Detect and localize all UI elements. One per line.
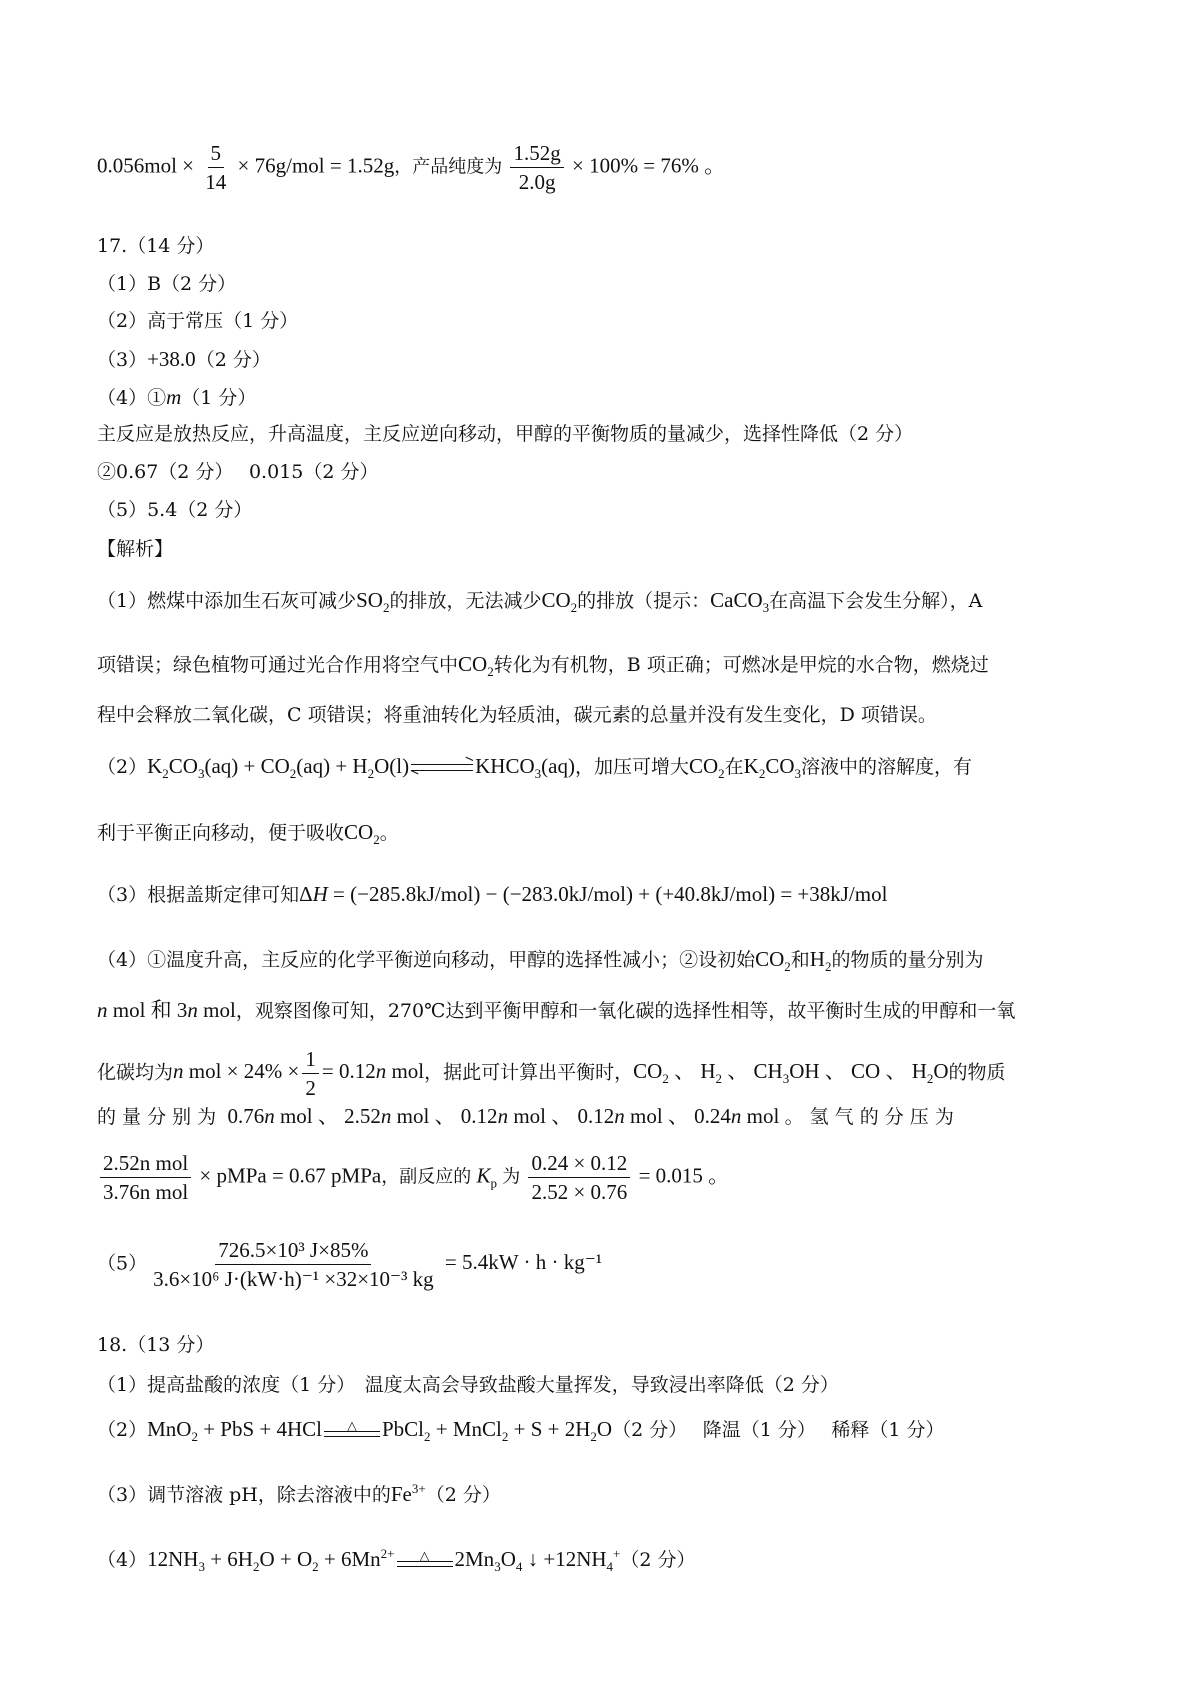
score: （1 分）	[181, 387, 257, 409]
frac-num: 0.24 × 0.12	[528, 1150, 630, 1178]
q17-answer-4-reason: 主反应是放热反应，升高温度，主反应逆向移动，甲醇的平衡物质的量减少，选择性降低（2 分）	[97, 423, 914, 445]
analysis-4-line-5: $\frac{\text{2.52n mol}}{\text{3.76n mol}}$ × pMPa = 0.67 pMPa，副反应的 $K_p$ 为 $\frac{0.24 \times 0.12}{2.52 \times 0.76}$ = 0.015 。	[97, 1150, 1110, 1205]
text: 溶液中的溶解度，有	[801, 756, 973, 778]
text: （4）①温度升高，主反应的化学平衡逆向移动，甲醇的选择性减小；②设初始	[97, 949, 756, 971]
energy-calc	[147, 1238, 603, 1291]
score: （2 分）	[195, 349, 271, 371]
heat-equals-icon: △	[397, 1550, 453, 1572]
amount-calc: n mol × 24% × $\frac{1}{2}$ = 0.12n mol	[173, 1047, 425, 1100]
analysis-5	[97, 1237, 1110, 1292]
formula-co2: $CO_2$	[344, 820, 380, 848]
label: （5）	[97, 1252, 148, 1275]
analysis-4-line-4	[97, 1102, 1110, 1131]
text: （3）根据盖斯定律可知	[97, 884, 300, 906]
label: （3）	[97, 349, 148, 371]
fraction-h2-ratio	[100, 1150, 191, 1205]
label: （4）①	[97, 387, 167, 409]
reaction-equation-4: $12NH_3 + 6H_2O + O_2 + 6Mn^{2+}$ △ $2Mn_3O_4$ ↓ $+12NH_4^+$	[147, 1546, 621, 1575]
q17-answer-4-2: ②0.67（2 分） 0.015（2 分）	[97, 461, 379, 483]
text: 。	[379, 822, 399, 844]
species-list: $CO_2$ 、 $H_2$ 、 $CH_3OH$ 、 CO 、 $H_2O$	[633, 1059, 949, 1087]
text: 的物质	[948, 1061, 1006, 1084]
text: 化碳均为	[97, 1061, 174, 1084]
frac-den: 14	[205, 170, 227, 194]
fraction-kp	[528, 1150, 630, 1205]
text: 和	[790, 949, 810, 971]
analysis-4-line-1	[97, 945, 1110, 981]
q17-answer-3	[97, 345, 1110, 374]
frac-num: 2.52n mol	[100, 1150, 191, 1178]
frac-den: 2	[305, 1076, 316, 1100]
text: 的物质的量分别为	[831, 949, 984, 971]
equilibrium-equation: $K_2CO_3(aq) + CO_2(aq) + H_2O(l)$ $KHCO_3(aq)$	[147, 754, 575, 782]
partial-pressure: × pMPa = 0.67 pMPa	[199, 1163, 382, 1188]
fraction-half	[302, 1046, 319, 1101]
frac-num: 1.52g	[510, 140, 563, 168]
equilibrium-arrow-icon	[411, 761, 473, 775]
formula-so2: $SO_2$	[356, 588, 390, 616]
value: +38.0	[147, 347, 196, 371]
score: （2 分）	[425, 1484, 501, 1506]
formula-co2: $CO_2$	[688, 754, 725, 782]
formula-h2: $H_2$	[809, 947, 832, 975]
hess-equation: ΔH = (−285.8kJ/mol) − (−283.0kJ/mol) + (+40.8kJ/mol) = +38kJ/mol	[299, 882, 888, 906]
text: 。 氢 气 的 分 压 为	[784, 1106, 954, 1128]
calc: mol × 24% ×	[188, 1059, 300, 1084]
label: （4）	[97, 1549, 148, 1571]
formula-co2: $CO_2$	[458, 652, 494, 680]
text: 在	[724, 756, 744, 778]
q17-answer-5: （5）5.4（2 分）	[97, 499, 253, 521]
text: 转化为有机物，B 项正确；可燃冰是甲烷的水合物，燃烧过	[493, 654, 989, 676]
text: 项错误；绿色植物可通过光合作用将空气中	[97, 654, 459, 676]
analysis-4-line-2	[97, 996, 1110, 1025]
equilibrium-amounts: 0.76n mol 、 2.52n mol 、 0.12n mol 、 0.12n mol 、 0.24n mol	[222, 1104, 785, 1128]
text: 在高温下会发生分解），A	[769, 590, 983, 612]
text: （1）燃煤中添加生石灰可减少	[97, 590, 357, 612]
analysis-4-line-3	[97, 1046, 1110, 1101]
text: 的 量 分 别 为	[97, 1106, 217, 1128]
frac-den: 2.52 × 0.76	[531, 1180, 628, 1204]
frac-num: 1	[302, 1046, 319, 1074]
calc-text: ，产品纯度为	[394, 156, 503, 178]
formula-fe3: $Fe^{3+}$	[390, 1481, 426, 1506]
analysis-3	[97, 880, 1110, 909]
text: 的排放，无法减少	[389, 590, 542, 612]
text: 的排放（提示：	[577, 590, 711, 612]
analysis-1-line-3: 程中会释放二氧化碳，C 项错误；将重油转化为轻质油，碳元素的总量并没有发生变化，D 项错误。	[97, 704, 937, 726]
formula-co2: $CO_2$	[541, 588, 578, 616]
score: （2 分）	[620, 1549, 696, 1571]
kp-result: = 0.015 。	[638, 1163, 730, 1188]
fraction-purity	[510, 140, 563, 195]
heat-equals-icon: △	[324, 1420, 380, 1442]
formula-co2: $CO_2$	[755, 947, 791, 975]
frac-num: 5	[208, 140, 225, 168]
fraction-energy	[150, 1237, 437, 1292]
text: ，观察图像可知，270℃达到平衡甲醇和一氧化碳的选择性相等，故平衡时生成的甲醇和一氧	[235, 1000, 1016, 1022]
text: ，据此可计算出平衡时，	[424, 1061, 634, 1084]
calc-result: 100% = 76%	[589, 153, 699, 178]
equation-body: = (−285.8kJ/mol) − (−283.0kJ/mol) + (+40.8kJ/mol) = +38kJ/mol	[333, 882, 888, 906]
label: （2）	[97, 756, 148, 778]
q18-answer-3	[97, 1475, 1110, 1509]
purity-calculation: 0.056mol × $\frac{5}{14}$ × 76g/mol = 1.52g，产品纯度为 $\frac{1.52g}{2.0g}$ × 100% = 76% 。	[97, 141, 726, 194]
analysis-label: 【解析】	[97, 538, 174, 560]
reaction-equation-2: MnO$_2$ + PbS + 4HCl △ PbCl$_2$ + MnCl$_2$ + $S + 2H_2O$	[147, 1417, 613, 1445]
q17-answer-2: （2）高于常压（1 分）	[97, 310, 299, 332]
q18-answer-2	[97, 1415, 1110, 1451]
calc-amount: 0.056mol	[97, 153, 177, 178]
q18-answer-1: （1）提高盐酸的浓度（1 分） 温度太高会导致盐酸大量挥发，导致浸出率降低（2 分）	[97, 1374, 839, 1396]
frac-den: 2.0g	[518, 170, 556, 194]
analysis-2-line-2	[97, 818, 1110, 854]
calc: = 0.12	[321, 1059, 376, 1084]
variable: m	[166, 385, 182, 409]
fraction-5-14	[202, 140, 229, 195]
calc-mass: 76g/mol = 1.52g	[254, 153, 395, 178]
frac-den: 3.6×10⁶ J·(kW·h)⁻¹ ×32×10⁻³ kg	[153, 1267, 434, 1291]
label: （2）	[97, 1419, 148, 1441]
energy-result: = 5.4kW · h · kg⁻¹	[444, 1250, 603, 1275]
frac-den: 3.76n mol	[103, 1180, 189, 1204]
analysis-2-line-1	[97, 752, 1110, 788]
q18-heading: 18.（13 分）	[97, 1334, 215, 1356]
formula-k2co3: $K_2CO_3$	[743, 754, 802, 782]
q18-answer-4	[97, 1540, 1110, 1581]
text: （3）调节溶液 pH，除去溶液中的	[97, 1484, 391, 1506]
text: ，副反应的	[381, 1166, 472, 1188]
formula-caco3: CaCO$_3$	[710, 588, 770, 616]
frac-num: 726.5×10³ J×85%	[215, 1237, 371, 1265]
score: （2 分） 降温（1 分） 稀释（1 分）	[612, 1419, 945, 1441]
initial-amounts: n mol 和 3n mol	[97, 998, 236, 1022]
text: ，加压可增大	[574, 756, 689, 778]
calc-end: 。	[704, 153, 726, 178]
analysis-1-line-1	[97, 586, 1110, 622]
q17-answer-1: （1）B（2 分）	[97, 273, 237, 295]
analysis-1-line-2	[97, 650, 1110, 686]
q17-answer-4	[97, 383, 1110, 412]
q17-heading: 17.（14 分）	[97, 235, 215, 257]
text: 为	[502, 1166, 521, 1188]
text: 利于平衡正向移动，便于吸收	[97, 822, 345, 844]
